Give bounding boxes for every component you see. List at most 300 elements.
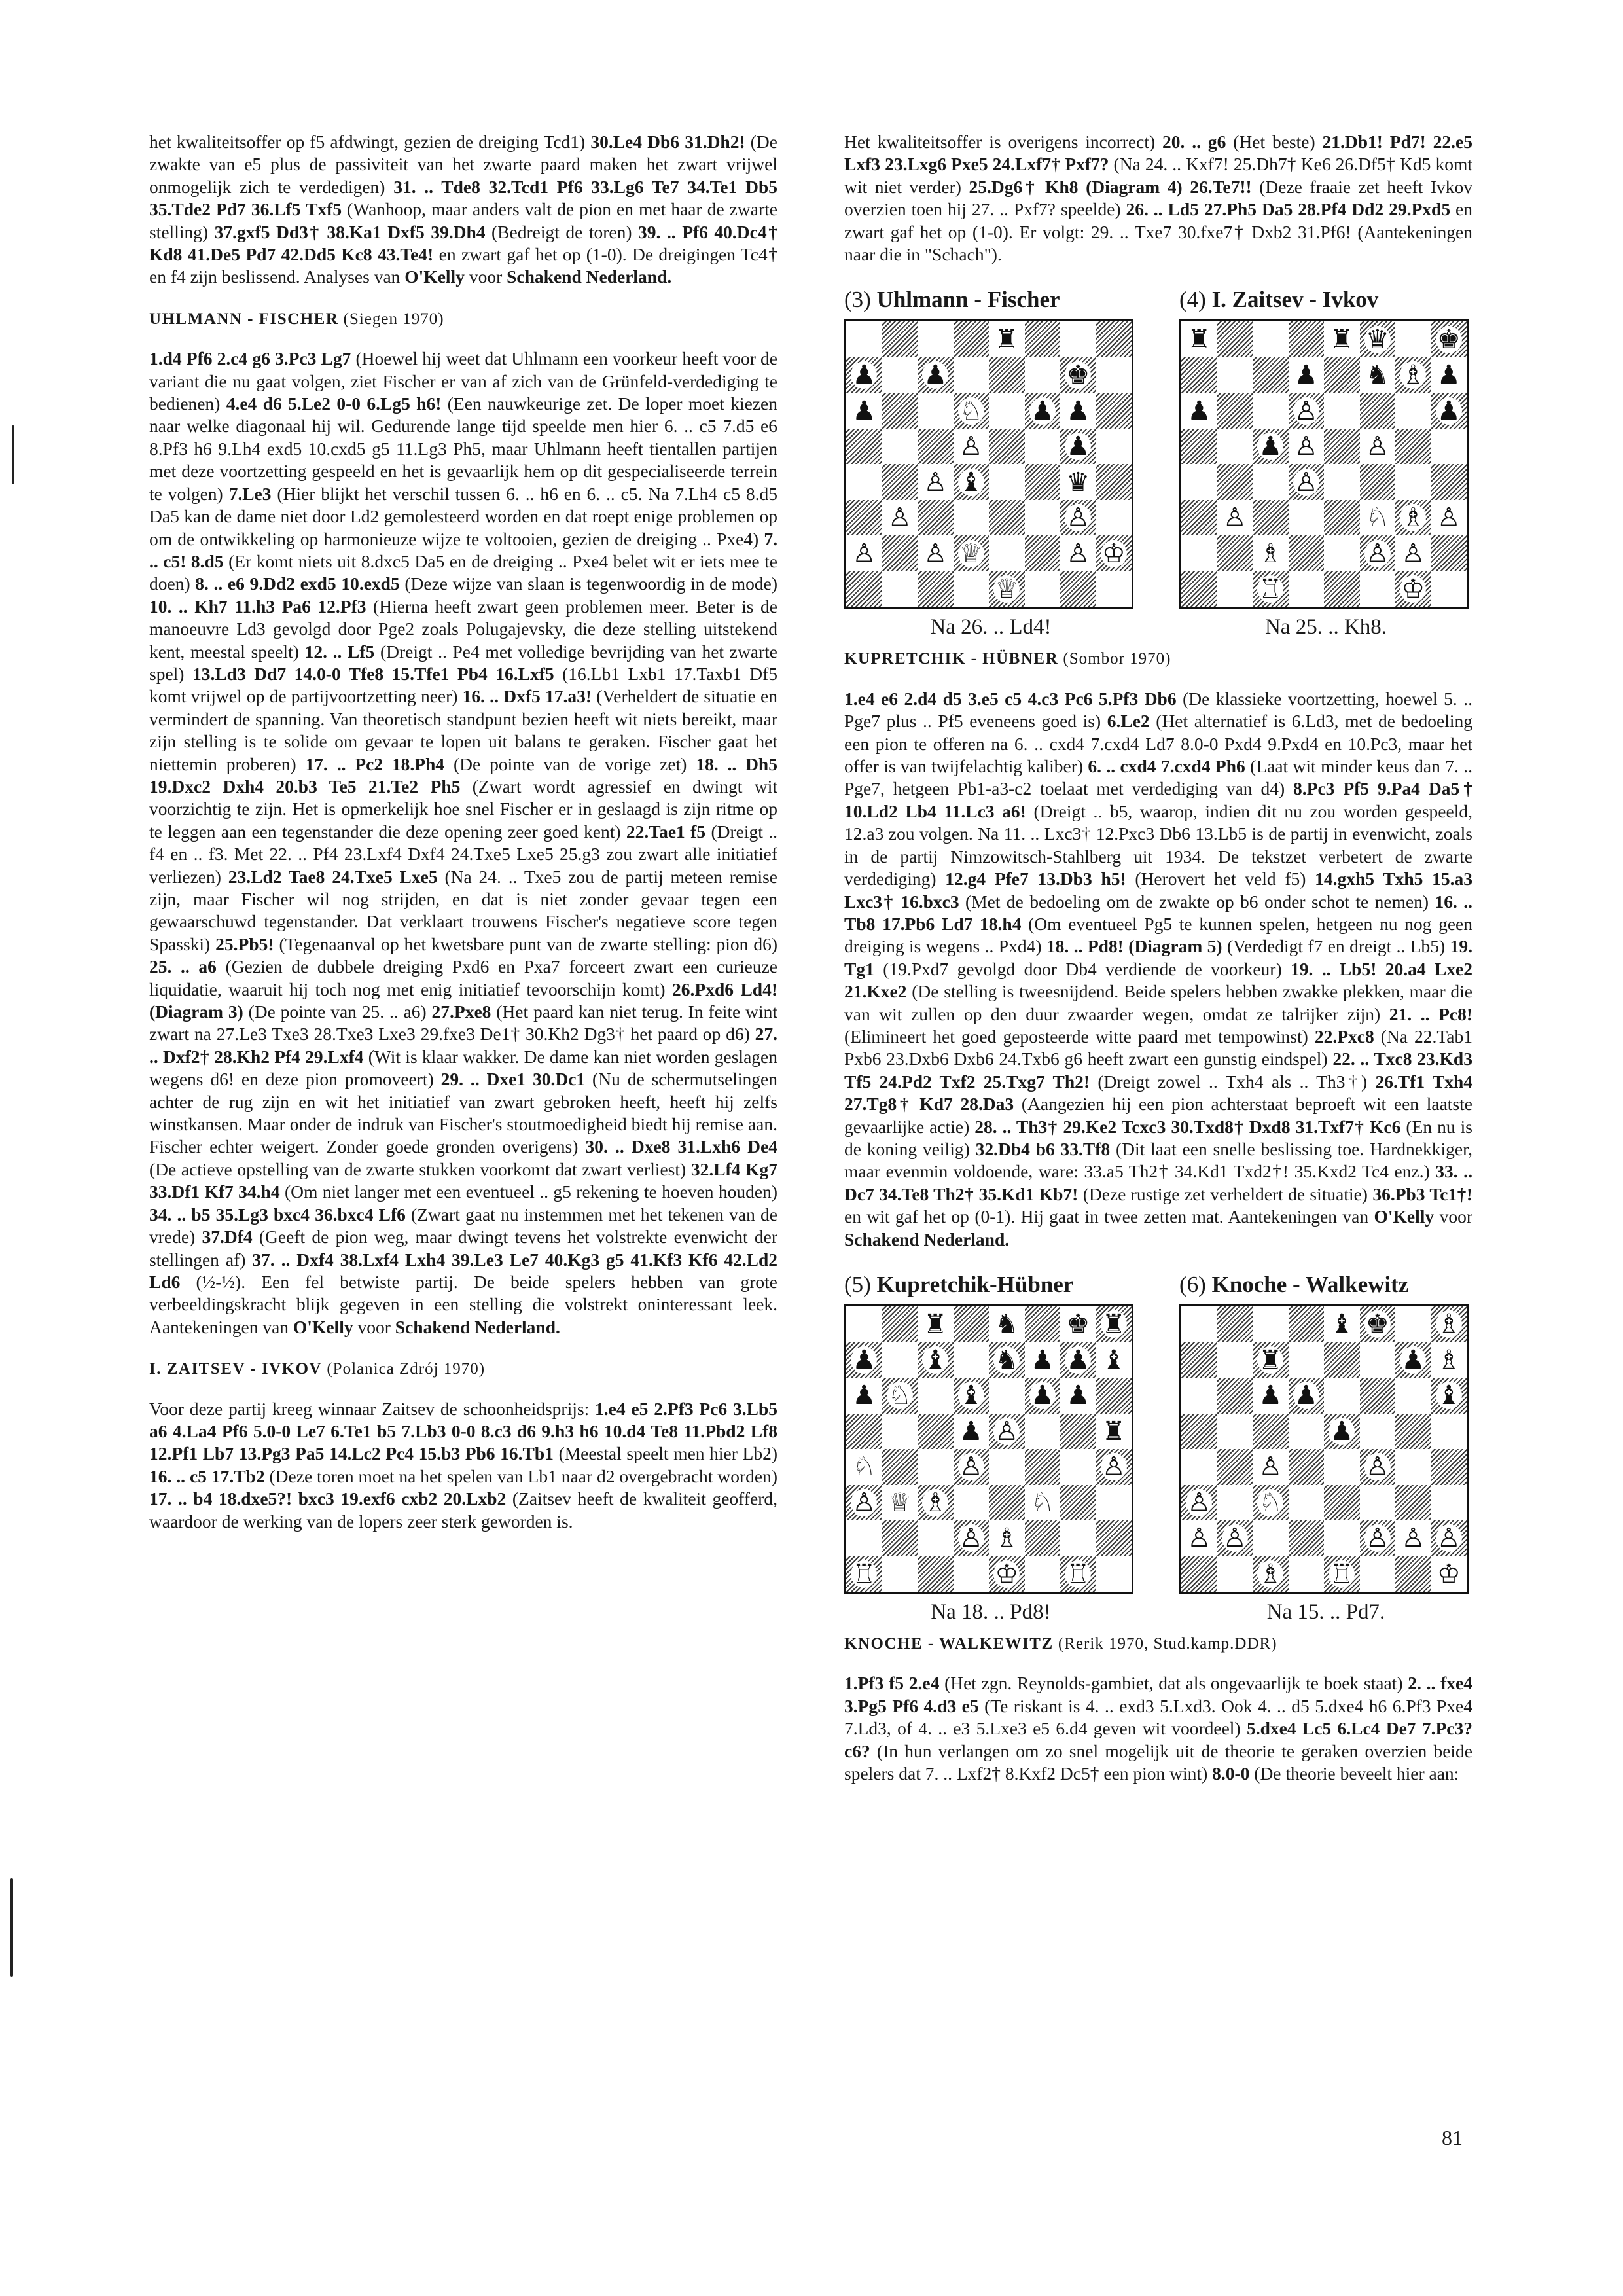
white-bishop-icon: ♗ [923,1487,948,1518]
board-square [1181,1556,1217,1592]
move-text: 28. .. Th3† 29.Ke2 Tcxc3 30.Txd8† Dxd8 31.Txf7† Kc6 [974,1116,1401,1137]
move-text: 30. .. Dxe8 31.Lxh6 De4 [585,1136,777,1157]
move-text: 39. .. Pf6 40.Dc4† Kd8 41.De5 Pd7 42.Dd5 Kc8 43.Te4! [149,221,777,265]
white-pawn-icon: ♙ [923,467,948,497]
move-text: 27. .. Dxf2† 28.Kh2 Pf4 29.Lxf4 [149,1024,777,1067]
white-pawn-icon: ♙ [1436,503,1461,533]
move-text: 6.Le2 [1107,711,1150,732]
move-text: O'Kelly [1374,1206,1435,1227]
board-square [954,393,990,429]
board-square [1360,321,1396,357]
board-square [1395,1556,1431,1592]
black-knight-icon: ♞ [1365,360,1389,391]
board-square [1181,1378,1217,1414]
board-square [1395,1414,1431,1450]
board-square [989,1556,1025,1592]
board-square [1096,500,1132,536]
board-square [1324,1342,1360,1378]
board-square [918,1520,954,1556]
board-square [1253,1449,1289,1485]
board-square [1431,1378,1467,1414]
board-square [1025,393,1061,429]
comment-text: (Om niet langer met een eventueel .. g5 rekening te hoeven houden) [279,1181,777,1202]
board-square [1096,1520,1132,1556]
move-text: 7.Le3 [228,483,272,504]
move-text: 26. .. Ld5 27.Ph5 Da5 28.Pf4 Dd2 29.Pxd5 [1126,199,1451,220]
comment-text: voor [1434,1206,1472,1227]
white-rook-icon: ♖ [1258,574,1283,605]
board-square [1431,1306,1467,1342]
move-text: 2. .. fxe4 3.Pg5 Pf6 4.d3 e5 [844,1673,1472,1716]
board-square [1060,1520,1096,1556]
annotation-paragraph [149,1398,777,1533]
diagram-number: (6) [1179,1272,1206,1297]
board-square [989,429,1025,465]
move-text: 1.d4 Pf6 2.c4 g6 3.Pc3 Lg7 [149,348,351,369]
board-square [1025,1306,1061,1342]
comment-text: (Geeft de pion weg, maar dwingt tevens het volstrekte evenwicht der stellingen af) [149,1227,777,1270]
board-square [1324,1378,1360,1414]
board-square [1060,1556,1096,1592]
white-pawn-icon: ♙ [852,538,876,569]
board-square [882,500,918,536]
board-square [1217,1306,1253,1342]
board-square [1060,1485,1096,1521]
board-square [1025,1520,1061,1556]
black-bishop-icon: ♝ [1101,1344,1126,1375]
comment-text: (Wit is klaar wakker. De dame kan niet worden geslagen wegens d6! en deze pion promoveert) [149,1046,777,1090]
board-square [954,321,990,357]
move-text: 1.Pf3 f5 2.e4 [844,1673,940,1694]
white-pawn-icon: ♙ [1222,1523,1247,1554]
move-text: 6. .. cxd4 7.cxd4 Ph6 [1088,756,1245,777]
move-text: 34. .. b5 35.Lg3 bxc4 36.bxc4 Lf6 [149,1204,406,1225]
board-square [846,321,882,357]
move-text: 1.e4 e6 2.d4 d5 3.e5 c5 4.c3 Pc6 5.Pf3 Db6 [844,688,1177,709]
board-square [1253,1378,1289,1414]
diagram-title [844,1270,1137,1299]
comment-text: (Hier blijkt het verschil tussen 6. .. h6 en 6. .. c5. Na 7.Lh4 c5 8.d5 Da5 kan de dame niet door Ld2 gemolesteerd worden en dat roept enige problemen op om de ontwikkeling op harmonieuze wijze te voltooien, gezien de dreiging .. Pxe4) [149,483,777,549]
diagram-row-2 [844,1270,1472,1626]
board-square [1181,571,1217,607]
move-text: 21. .. Pc8! [1389,1003,1472,1024]
white-bishop-icon: ♗ [1258,1558,1283,1589]
move-text: 14.gxh5 Txh5 15.a3 Lxc3† 16.bxc3 [844,869,1472,912]
board-square [1360,464,1396,500]
comment-text: (Hierna heeft zwart geen problemen meer. Beter is de manoeuvre Ld3 gevolgd door Pge2 zoals Polugajevsky, die deze stelling uitstekend kent, meestal speelt) [149,596,778,662]
comment-text: (De zwakte van e5 plus de passiviteit van het zwarte paard maken het zwart vrijwel onmogelijk zich te verdedigen) [149,132,778,197]
board-square [954,1485,990,1521]
board-square [882,464,918,500]
move-text: 17. .. b4 18.dxe5?! bxc3 19.exf6 cxb2 20.Lxb2 [149,1488,507,1509]
comment-text: (Zaitsev heeft de kwaliteit geofferd, waardoor de werking van de lopers zeer sterk geworden is. [149,1488,777,1532]
black-rook-icon: ♜ [1101,1416,1126,1446]
board-square [1431,464,1467,500]
move-text: 18. .. Pd8! (Diagram 5) [1046,936,1222,957]
board-square [1025,1378,1061,1414]
white-pawn-icon: ♙ [1066,538,1090,569]
annotation-paragraph [844,131,1472,266]
board-square [846,357,882,393]
board-square [846,1485,882,1521]
board-square [1060,1306,1096,1342]
board-square [1324,1485,1360,1521]
diagram-number: (5) [844,1272,871,1297]
board-square [918,500,954,536]
board-square [954,464,990,500]
comment-text: (Hoewel hij weet dat Uhlmann een voorkeur heeft voor de variant die nu gaat volgen, ziet Fischer er van af zich van de Grünfeld-verdediging te bedienen) [149,348,777,414]
board-square [1217,1520,1253,1556]
comment-text: Het kwaliteitsoffer is overigens incorrect) [844,132,1163,152]
white-pawn-icon: ♙ [1294,467,1318,497]
move-text: 20. .. g6 [1162,132,1226,152]
board-square [846,535,882,571]
board-square [1324,1556,1360,1592]
board-square [954,1378,990,1414]
move-text: 22.Tae1 f5 [626,821,706,842]
board-square [846,1378,882,1414]
board-square [1289,429,1325,465]
comment-text: (Sombor 1970) [1058,650,1171,668]
board-square [1025,321,1061,357]
board-square [1395,1449,1431,1485]
black-king-icon: ♚ [1365,1309,1389,1340]
white-pawn-icon: ♙ [923,538,948,569]
board-square [1324,357,1360,393]
move-text: 25. .. a6 [149,956,217,977]
move-text: 37.Df4 [202,1227,253,1247]
black-pawn-icon: ♟ [1401,1344,1425,1375]
black-bishop-icon: ♝ [959,467,983,497]
board-square [846,1342,882,1378]
black-pawn-icon: ♟ [923,360,948,391]
board-square [989,393,1025,429]
comment-text: (Na 24. .. Kxf7! 25.Dh7† Ke6 26.Df5† Kd5 komt wit niet verder) [844,154,1472,197]
board-square [1360,1449,1396,1485]
black-pawn-icon: ♟ [1030,1344,1054,1375]
board-square [1289,1342,1325,1378]
game-heading [149,1358,777,1380]
right-column-bottom [844,1633,1472,1785]
board-square [846,1520,882,1556]
move-text: 10. .. Kh7 11.h3 Pa6 12.Pf3 [149,596,366,617]
board-square [1324,1520,1360,1556]
board-square [1360,1414,1396,1450]
board-square [1431,1520,1467,1556]
board-square [1395,429,1431,465]
diagram-3 [844,285,1137,641]
board-square [918,357,954,393]
move-text: 16. .. c5 17.Tb2 [149,1465,265,1486]
comment-text: (Wanhoop, maar anders valt de pion en met haar de zwarte stelling) [149,199,777,242]
board-square [882,535,918,571]
board-square [954,571,990,607]
board-square [1096,1342,1132,1378]
board-square [1181,321,1217,357]
board-square [1324,464,1360,500]
board-square [1217,1342,1253,1378]
board-square [1181,393,1217,429]
comment-text: en wit gaf het op (0-1). Hij gaat in twee zetten mat. Aantekeningen van [844,1206,1374,1227]
board-square [989,1520,1025,1556]
comment-text: (Deze rustige zet verheldert de situatie) [1078,1183,1373,1204]
board-square [1360,1520,1396,1556]
white-pawn-icon: ♙ [995,1416,1019,1446]
diagram-title [1179,285,1472,314]
board-square [1360,1342,1396,1378]
board-square [1253,535,1289,571]
move-text: 18. .. Dh5 19.Dxc2 Dxh4 20.b3 Te5 21.Te2 Ph5 [149,753,777,797]
board-square [1217,535,1253,571]
board-square [882,429,918,465]
board-square [1181,464,1217,500]
move-text: 36.Pb3 Tc1†! [1372,1183,1473,1204]
board-square [1395,393,1431,429]
comment-text: (Met de bedoeling om de zwakte op b6 onder schot te nemen) [959,891,1435,912]
board-square [846,571,882,607]
black-pawn-icon: ♟ [1030,395,1054,426]
comment-text: (Het zgn. Reynolds-gambiet, dat als ongevaarlijk te boek staat) [939,1673,1408,1694]
board-square [882,1520,918,1556]
board-square [1096,464,1132,500]
board-square [989,535,1025,571]
board-square [1025,1556,1061,1592]
black-pawn-icon: ♟ [1294,360,1318,391]
white-pawn-icon: ♙ [1401,1523,1425,1554]
white-pawn-icon: ♙ [1187,1487,1211,1518]
board-square [954,1449,990,1485]
board-square [846,393,882,429]
comment-text: (De klassieke voortzetting, hoewel 5. .. Pge7 plus .. Pf5 eveneens goed is) [844,688,1472,732]
white-queen-icon: ♕ [887,1487,912,1518]
board-square [1360,1378,1396,1414]
move-text: 5.dxe4 Lc5 6.Lc4 De7 7.Pc3? c6? [844,1718,1473,1761]
comment-text: (19.Pxd7 gevolgd door Db4 verdiende de voorkeur) [874,958,1291,979]
black-pawn-icon: ♟ [1030,1380,1054,1411]
annotation-paragraph [844,1672,1472,1785]
board-square [846,1414,882,1450]
board-square [1431,357,1467,393]
white-pawn-icon: ♙ [1436,1523,1461,1554]
comment-text: (Er komt niets uit 8.dxc5 Da5 en de dreiging .. Pxe4 belet wit er iets mee te doen) [149,550,777,594]
board-square [1217,464,1253,500]
move-text: I. ZAITSEV - IVKOV [149,1360,323,1378]
black-pawn-icon: ♟ [852,360,876,391]
board-square [1431,321,1467,357]
board-square [954,535,990,571]
board-square [882,1342,918,1378]
white-pawn-icon: ♙ [959,1523,983,1554]
white-pawn-icon: ♙ [1401,538,1425,569]
white-pawn-icon: ♙ [852,1487,876,1518]
diagram-4 [1179,285,1472,641]
diagram-caption: Na 18. .. Pd8! [931,1600,1051,1624]
move-text: 21.Db1! Pd7! 22.e5 Lxf3 23.Lxg6 Pxe5 24.Lxf7† Pxf7? [844,132,1472,175]
move-text: Schakend Nederland. [844,1229,1010,1249]
black-knight-icon: ♞ [995,1344,1019,1375]
comment-text: (Aangezien hij een pion achterstaat beproeft wit een laatste gevaarlijke actie) [844,1094,1472,1137]
board-square [1431,1414,1467,1450]
board-square [882,1449,918,1485]
right-column-top [844,131,1472,266]
game-heading [844,1633,1472,1655]
white-bishop-icon: ♗ [995,1523,1019,1554]
board-square [1324,393,1360,429]
comment-text: (Het beste) [1226,132,1323,152]
black-rook-icon: ♜ [923,1309,948,1340]
comment-text: Voor deze partij kreeg winnaar Zaitsev de schoonheidsprijs: [149,1398,596,1419]
board-square [918,535,954,571]
board-square [1253,1342,1289,1378]
move-text: 37. .. Dxf4 38.Lxf4 Lxh4 39.Le3 Le7 40.Kg3 g5 41.Kf3 Kf6 42.Ld2 Ld6 [149,1249,777,1292]
move-text: 37.gxf5 Dd3† 38.Ka1 Dxf5 39.Dh4 [214,221,486,242]
board-square [1096,1414,1132,1450]
board-square [882,571,918,607]
white-king-icon: ♔ [1436,1558,1461,1589]
board-square [1289,500,1325,536]
white-pawn-icon: ♙ [1365,1523,1389,1554]
move-text: O'Kelly [293,1316,353,1337]
white-pawn-icon: ♙ [1365,1452,1389,1482]
comment-text: (Siegen 1970) [338,310,444,328]
board-square [1181,535,1217,571]
comment-text: (Het paard kan niet terug. In feite wint zwart na 27.Le3 Txe3 28.Txe3 Lxe3 29.fxe3 De1† 30.Kh2 Dg3† het paard op d6) [149,1001,777,1045]
move-text: O'Kelly [404,266,465,287]
board-square [1181,1342,1217,1378]
board-square [1395,357,1431,393]
board-square [1060,357,1096,393]
board-square [1217,357,1253,393]
board-square [918,1306,954,1342]
black-rook-icon: ♜ [1101,1309,1126,1340]
board-square [1060,1414,1096,1450]
white-pawn-icon: ♙ [1365,431,1389,462]
board-square [1395,1520,1431,1556]
board-square [1060,571,1096,607]
board-square [1253,321,1289,357]
black-rook-icon: ♜ [1258,1344,1283,1375]
diagram-players: Knoche - Walkewitz [1205,1272,1409,1297]
move-text: 19. .. Lb5! 20.a4 Lxe2 21.Kxe2 [844,958,1472,1002]
diagram-6 [1179,1270,1472,1626]
comment-text: voor [353,1316,395,1337]
black-bishop-icon: ♝ [923,1344,948,1375]
move-text: 32.Db4 b6 33.Tf8 [975,1138,1111,1159]
board-square [1395,571,1431,607]
board-square [1253,1520,1289,1556]
diagram-title [1179,1270,1472,1299]
annotation-paragraph [149,348,777,1338]
black-pawn-icon: ♟ [1330,1416,1354,1446]
white-pawn-icon: ♙ [959,431,983,462]
comment-text: (De pointe van de vorige zet) [444,753,696,774]
board-square [1025,571,1061,607]
black-pawn-icon: ♟ [959,1416,983,1446]
board-square [1289,357,1325,393]
board-square [954,1556,990,1592]
board-square [1289,1520,1325,1556]
white-knight-icon: ♘ [1258,1487,1283,1518]
board-square [1289,1485,1325,1521]
comment-text: (Gezien de dubbele dreiging Pxd6 en Pxa7 forceert zwart een curieuze liquidatie, waaruit hij toch nog met enig initiatief tevoorschijn komt) [149,956,778,999]
comment-text: en zwart gaf het op (1-0). Er volgt: 29. .. Txe7 30.fxe7† Dxb2 31.Pf6! (Aantekeningen naar die in "Schach"). [844,199,1472,265]
board-square [1060,393,1096,429]
board-square [1324,571,1360,607]
board-square [989,1378,1025,1414]
move-text: 1.e4 e5 2.Pf3 Pc6 3.Lb5 a6 4.La4 Pf6 5.0-0 Le7 6.Te1 b5 7.Lb3 0-0 8.c3 d6 9.h3 h6 10.d4 Te8 11.Pbd2 Lf8 12.Pf1 Lb7 13.Pg3 Pa5 14.Lc2 Pc4 15.b3 Pb6 16.Tb1 [149,1398,777,1464]
board-square [1025,1342,1061,1378]
board-square [918,429,954,465]
white-knight-icon: ♘ [959,395,983,426]
board-square [1289,1449,1325,1485]
move-text: 12.g4 Pfe7 13.Db3 h5! [945,869,1126,889]
black-pawn-icon: ♟ [1066,395,1090,426]
black-king-icon: ♚ [1066,1309,1090,1340]
board-square [1431,1485,1467,1521]
board-square [1217,321,1253,357]
board-square [846,429,882,465]
comment-text: (Zwart wordt agressief en dwingt wit voorzichtig te zijn. Het is opmerkelijk hoe snel Fischer er in geslaagd is zijn ritme op te leggen aan een tegenstander die deze opening zeer goed kent) [149,776,777,842]
annotation-paragraph [844,688,1472,1251]
comment-text: (Rerik 1970, Stud.kamp.DDR) [1053,1635,1277,1653]
board-square [1217,1449,1253,1485]
white-pawn-icon: ♙ [1101,1452,1126,1482]
chess-board [844,1304,1133,1594]
comment-text: (Het alternatief is 6.Ld3, met de bedoeling een pion te offeren na 6. .. cxd4 7.cxd4 Ld7 8.0-0 Pxd4 9.Pxd4 en 10.Pc3, maar het offer is van twijfelachtig kaliber) [844,711,1472,777]
board-square [846,1449,882,1485]
board-square [954,500,990,536]
comment-text: (Elimineert het goed geposteerde witte paard met tempowinst) [844,1026,1315,1047]
board-square [1096,1306,1132,1342]
move-text: 7. .. c5! 8.d5 [149,528,777,571]
margin-mark-2 [10,1878,13,1977]
board-square [1324,500,1360,536]
board-square [989,1342,1025,1378]
board-square [1360,1485,1396,1521]
diagram-players: I. Zaitsev - Ivkov [1205,287,1379,313]
board-square [1253,571,1289,607]
board-square [1025,535,1061,571]
board-square [1395,1306,1431,1342]
diagram-number: (3) [844,287,871,313]
board-square [882,1556,918,1592]
comment-text: (De actieve opstelling van de zwarte stukken voorkomt dat zwart verliest) [149,1158,691,1179]
board-square [1253,393,1289,429]
board-square [1253,1414,1289,1450]
chess-board [1179,1304,1469,1594]
black-pawn-icon: ♟ [852,395,876,426]
comment-text: (Om eventueel Pg5 te kunnen spelen, hetgeen nu nog geen dreiging is wegens .. Pxd4) [844,913,1472,957]
board-square [1395,1342,1431,1378]
black-pawn-icon: ♟ [1258,1380,1283,1411]
comment-text: (De theorie beveelt hier aan: [1249,1763,1459,1784]
board-square [1324,1306,1360,1342]
black-bishop-icon: ♝ [1330,1309,1354,1340]
board-square [1431,429,1467,465]
board-square [1360,357,1396,393]
comment-text: (Nu de schermutselingen achter de rug zijn en wit het initiatief van zwart gebroken heeft, heeft hij zelfs winstkansen. Maar onder de indruk van Fischer's stoutmoedigheid biedt hij remise aan. Fischer echter weigert. Zonder goede gronden overigens) [149,1069,778,1157]
diagram-row-1 [844,285,1472,641]
board-square [918,1342,954,1378]
comment-text: (16.Lb1 Lxb1 17.Taxb1 Df5 komt vrijwel op de partijvoortzetting neer) [149,663,777,707]
board-square [1289,393,1325,429]
board-square [1431,535,1467,571]
board-square [846,464,882,500]
comment-text: (Polanica Zdrój 1970) [322,1360,486,1378]
comment-text: (Dreigt zowel .. Txh4 als .. Th3†) [1090,1071,1376,1092]
board-square [1181,1414,1217,1450]
board-square [1324,321,1360,357]
